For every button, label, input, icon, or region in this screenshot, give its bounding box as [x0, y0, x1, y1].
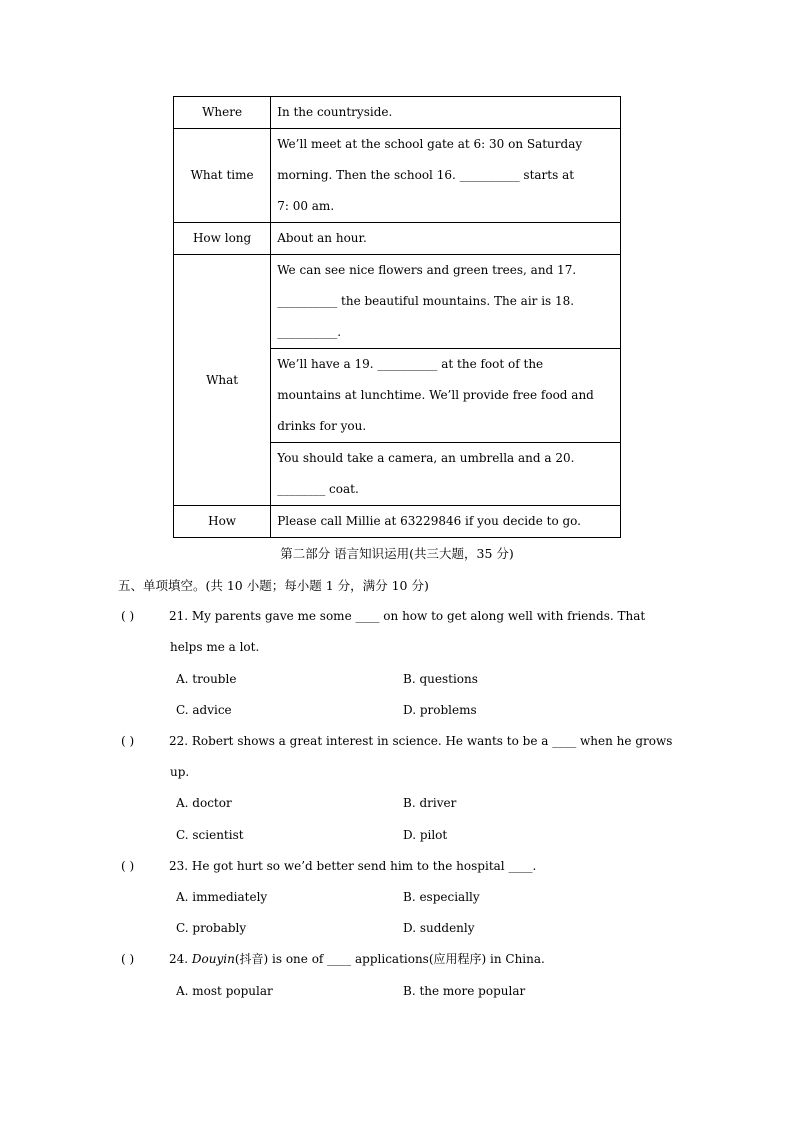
option-a: A. trouble	[176, 672, 237, 686]
question-22	[121, 726, 672, 757]
answer-blank[interactable]: ( )	[121, 734, 135, 748]
option-c: C. scientist	[176, 828, 244, 842]
option-d: D. problems	[403, 703, 477, 717]
option-c: C. probably	[176, 921, 247, 935]
part-title: 第二部分 语言知识运用(共三大题，35 分)	[280, 546, 514, 561]
time-line: We’ll meet at the school gate at 6: 30 on Saturday	[277, 137, 583, 151]
option-a: A. most popular	[176, 984, 273, 998]
time-label: What time	[174, 129, 271, 223]
what-line: ________ coat.	[277, 482, 359, 496]
what-line: We can see nice flowers and green trees, and 17.	[277, 263, 577, 277]
option-b: B. the more popular	[403, 984, 526, 998]
what-line: drinks for you.	[277, 419, 367, 433]
what-line: __________ the beautiful mountains. The air is 18.	[277, 294, 575, 308]
where-value: In the countryside.	[271, 97, 621, 129]
option-c: C. advice	[176, 703, 232, 717]
section-heading: 五、单项填空。(共 10 小题；每小题 1 分，满分 10 分)	[118, 578, 429, 593]
question-text: 23. He got hurt so we’d better send him to the hospital ____.	[169, 859, 537, 873]
what-cell-2	[271, 349, 621, 443]
question-21	[121, 601, 645, 632]
time-value	[271, 129, 621, 223]
what-line: We’ll have a 19. __________ at the foot of the	[277, 357, 544, 371]
question-24	[121, 944, 545, 975]
question-21-cont: helps me a lot.	[170, 640, 260, 654]
question-22-cont: up.	[170, 765, 190, 779]
trip-info-table	[173, 96, 621, 538]
table-row	[174, 506, 621, 538]
what-line: You should take a camera, an umbrella and a 20.	[277, 451, 575, 465]
option-b: B. questions	[403, 672, 478, 686]
app-name: Douyin	[191, 952, 235, 966]
answer-blank[interactable]: ( )	[121, 609, 135, 623]
option-a: A. immediately	[176, 890, 268, 904]
answer-blank[interactable]: ( )	[121, 859, 135, 873]
option-d: D. pilot	[403, 828, 448, 842]
where-label: Where	[174, 97, 271, 129]
question-text: 22. Robert shows a great interest in science. He wants to be a ____ when he grows	[169, 734, 673, 748]
what-label: What	[174, 255, 271, 506]
long-label: How long	[174, 223, 271, 255]
table-row	[174, 129, 621, 223]
table-row	[174, 97, 621, 129]
how-label: How	[174, 506, 271, 538]
long-value: About an hour.	[271, 223, 621, 255]
what-line: __________.	[277, 325, 342, 339]
option-a: A. doctor	[176, 796, 232, 810]
question-number: 24.	[169, 952, 189, 966]
option-b: B. driver	[403, 796, 457, 810]
option-b: B. especially	[403, 890, 480, 904]
question-text: (抖音) is one of ____ applications(应用程序) in China.	[234, 952, 545, 966]
question-text: 21. My parents gave me some ____ on how to get along well with friends. That	[169, 609, 646, 623]
option-d: D. suddenly	[403, 921, 475, 935]
answer-blank[interactable]: ( )	[121, 952, 135, 966]
time-line: 7: 00 am.	[277, 199, 335, 213]
question-23	[121, 851, 536, 882]
table-row	[174, 223, 621, 255]
table-row	[174, 255, 621, 349]
what-line: mountains at lunchtime. We’ll provide free food and	[277, 388, 594, 402]
what-cell-1	[271, 255, 621, 349]
what-cell-3	[271, 443, 621, 506]
how-value: Please call Millie at 63229846 if you decide to go.	[271, 506, 621, 538]
time-line: morning. Then the school 16. __________ starts at	[277, 168, 575, 182]
